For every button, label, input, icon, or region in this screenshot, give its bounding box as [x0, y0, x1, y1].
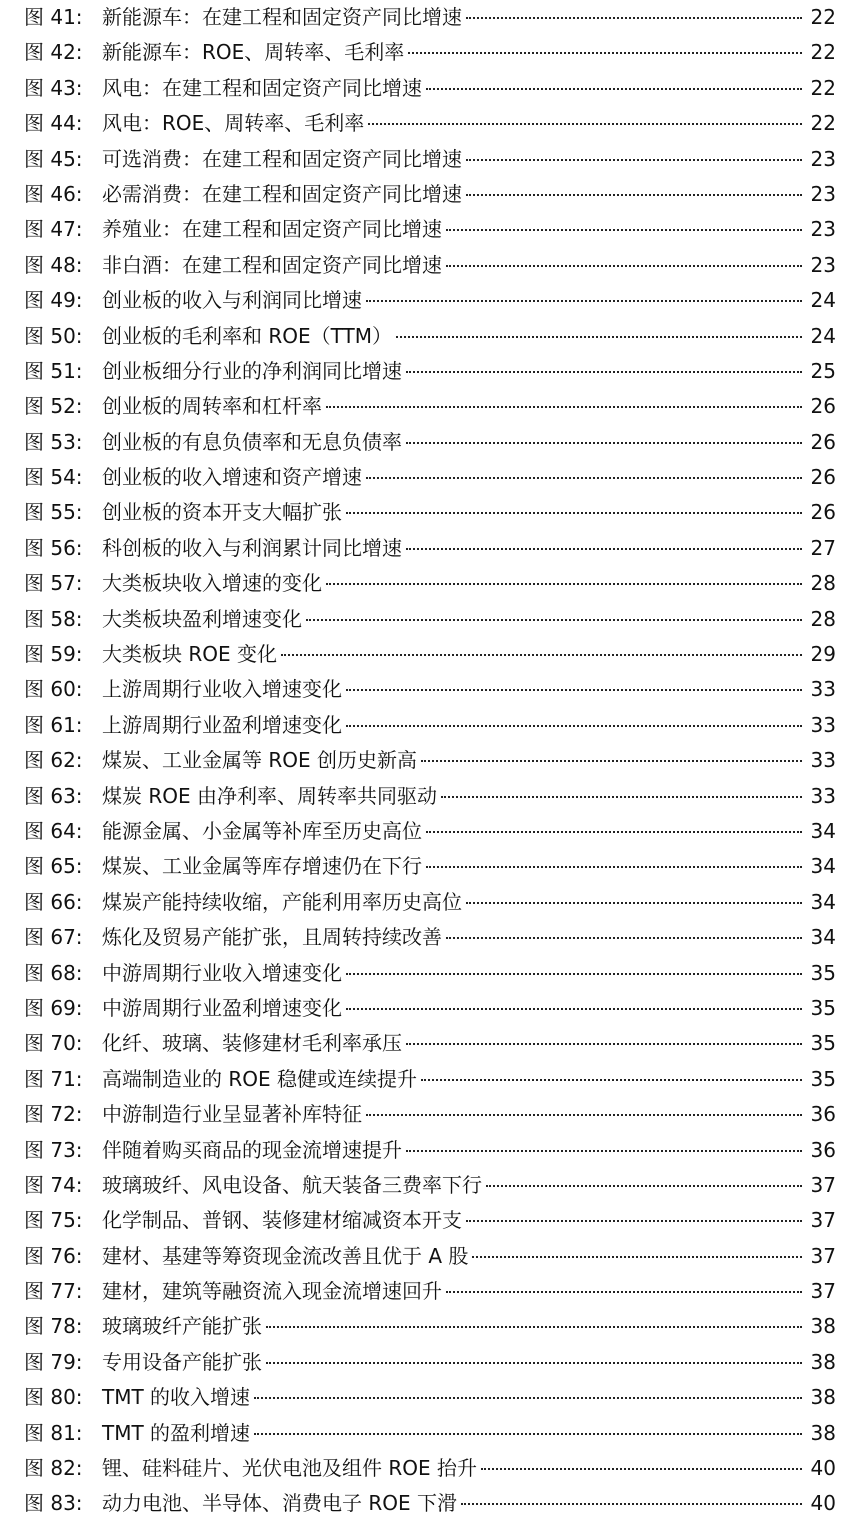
toc-entry[interactable] [0, 920, 864, 955]
dot-leader [426, 831, 802, 833]
dot-leader [466, 194, 802, 196]
page-number: 33 [810, 712, 836, 737]
page-number: 37 [810, 1243, 836, 1268]
dot-leader [446, 937, 802, 939]
toc-entry[interactable] [0, 1203, 864, 1238]
toc-entry[interactable] [0, 1274, 864, 1309]
figure-title: 科创板的收入与利润累计同比增速 [102, 535, 402, 560]
figure-number: 图 70: [24, 1031, 83, 1056]
page-number: 26 [810, 394, 836, 419]
dot-leader [406, 548, 802, 550]
figure-title: 非白酒：在建工程和固定资产同比增速 [102, 252, 442, 277]
toc-entry[interactable] [0, 637, 864, 672]
toc-entry[interactable] [0, 956, 864, 991]
figure-title: 专用设备产能扩张 [102, 1349, 262, 1374]
toc-entry[interactable] [0, 354, 864, 389]
figure-number: 图 51: [24, 358, 83, 383]
dot-leader [466, 1220, 802, 1222]
page-number: 33 [810, 748, 836, 773]
toc-entry[interactable] [0, 71, 864, 106]
dot-leader [461, 1503, 802, 1505]
figure-title: 创业板的收入增速和资产增速 [102, 465, 362, 490]
figure-number: 图 61: [24, 712, 83, 737]
figure-number: 图 52: [24, 394, 83, 419]
page-number: 26 [810, 429, 836, 454]
figure-number: 图 47: [24, 217, 83, 242]
toc-entry[interactable] [0, 177, 864, 212]
figure-title: 煤炭产能持续收缩，产能利用率历史高位 [102, 889, 462, 914]
toc-entry[interactable] [0, 1239, 864, 1274]
figure-number: 图 49: [24, 288, 83, 313]
figure-title: 化纤、玻璃、装修建材毛利率承压 [102, 1031, 402, 1056]
toc-entry[interactable] [0, 35, 864, 70]
dot-leader [406, 1150, 802, 1152]
figure-title: 必需消费：在建工程和固定资产同比增速 [102, 181, 462, 206]
toc-entry[interactable] [0, 106, 864, 141]
dot-leader [426, 88, 802, 90]
dot-leader [254, 1397, 802, 1399]
figure-title: 建材、基建等筹资现金流改善且优于 A 股 [102, 1243, 469, 1268]
page-number: 23 [810, 217, 836, 242]
figure-title: TMT 的盈利增速 [102, 1420, 251, 1445]
figure-title: 创业板细分行业的净利润同比增速 [102, 358, 402, 383]
figure-number: 图 76: [24, 1243, 83, 1268]
dot-leader [426, 866, 802, 868]
dot-leader [346, 725, 802, 727]
dot-leader [406, 371, 802, 373]
page-number: 35 [810, 960, 836, 985]
figure-number: 图 80: [24, 1385, 83, 1410]
page-number: 36 [810, 1137, 836, 1162]
page-number: 24 [810, 288, 836, 313]
toc-entry[interactable] [0, 602, 864, 637]
figure-number: 图 53: [24, 429, 83, 454]
figure-title: 上游周期行业收入增速变化 [102, 677, 342, 702]
page-number: 34 [810, 925, 836, 950]
dot-leader [366, 300, 802, 302]
dot-leader [366, 477, 802, 479]
figure-number: 图 62: [24, 748, 83, 773]
toc-entry[interactable] [0, 495, 864, 530]
page-number: 37 [810, 1279, 836, 1304]
toc-entry[interactable] [0, 1486, 864, 1521]
page-number: 35 [810, 1066, 836, 1091]
figure-number: 图 67: [24, 925, 83, 950]
dot-leader [408, 52, 802, 54]
toc-entry[interactable] [0, 319, 864, 354]
dot-leader [368, 123, 802, 125]
figure-number: 图 68: [24, 960, 83, 985]
figure-title: 化学制品、普钢、装修建材缩减资本开支 [102, 1208, 462, 1233]
figure-number: 图 44: [24, 111, 83, 136]
figure-number: 图 42: [24, 40, 83, 65]
toc-entry[interactable] [0, 1380, 864, 1415]
toc-entry[interactable] [0, 1133, 864, 1168]
toc-entry[interactable] [0, 566, 864, 601]
page-number: 33 [810, 783, 836, 808]
toc-entry[interactable] [0, 779, 864, 814]
toc-entry[interactable] [0, 1416, 864, 1451]
page-number: 37 [810, 1172, 836, 1197]
page-number: 37 [810, 1208, 836, 1233]
dot-leader [406, 442, 802, 444]
figure-number: 图 60: [24, 677, 83, 702]
toc-entry[interactable] [0, 248, 864, 283]
page-number: 28 [810, 606, 836, 631]
page-number: 22 [810, 5, 836, 29]
page-number: 40 [810, 1456, 836, 1481]
figure-number: 图 81: [24, 1420, 83, 1445]
toc-entry[interactable] [0, 531, 864, 566]
figure-number: 图 77: [24, 1279, 83, 1304]
dot-leader [346, 512, 802, 514]
figure-title: 伴随着购买商品的现金流增速提升 [102, 1137, 402, 1162]
figure-title: 中游制造行业呈显著补库特征 [102, 1102, 362, 1127]
dot-leader [421, 760, 802, 762]
figure-number: 图 73: [24, 1137, 83, 1162]
dot-leader [396, 336, 802, 338]
page-number: 33 [810, 677, 836, 702]
figure-number: 图 50: [24, 323, 83, 348]
page-number: 23 [810, 146, 836, 171]
page-number: 40 [810, 1491, 836, 1516]
figure-number: 图 54: [24, 465, 83, 490]
figure-title: 能源金属、小金属等补库至历史高位 [102, 818, 422, 843]
page-number: 28 [810, 571, 836, 596]
page-number: 23 [810, 252, 836, 277]
page-number: 34 [810, 854, 836, 879]
figure-number: 图 45: [24, 146, 83, 171]
figure-number: 图 59: [24, 642, 83, 667]
figure-number: 图 43: [24, 75, 83, 100]
dot-leader [266, 1326, 802, 1328]
dot-leader [466, 902, 802, 904]
figure-title: 风电：在建工程和固定资产同比增速 [102, 75, 422, 100]
figure-number: 图 69: [24, 995, 83, 1020]
figure-number: 图 75: [24, 1208, 83, 1233]
figure-number: 图 74: [24, 1172, 83, 1197]
figure-title: 锂、硅料硅片、光伏电池及组件 ROE 抬升 [102, 1456, 477, 1481]
dot-leader [281, 654, 802, 656]
dot-leader [346, 973, 802, 975]
toc-entry[interactable] [0, 425, 864, 460]
figure-title: 中游周期行业收入增速变化 [102, 960, 342, 985]
figure-title: 玻璃玻纤、风电设备、航天装备三费率下行 [102, 1172, 482, 1197]
page-number: 23 [810, 181, 836, 206]
dot-leader [326, 583, 802, 585]
page-number: 38 [810, 1314, 836, 1339]
figure-title: 上游周期行业盈利增速变化 [102, 712, 342, 737]
toc-entry[interactable] [0, 142, 864, 177]
toc-entry[interactable] [0, 389, 864, 424]
toc-entry[interactable] [0, 212, 864, 247]
page-number: 38 [810, 1420, 836, 1445]
figure-number: 图 65: [24, 854, 83, 879]
dot-leader [446, 229, 802, 231]
page-number: 22 [810, 40, 836, 65]
figure-number: 图 46: [24, 181, 83, 206]
figure-title: TMT 的收入增速 [102, 1385, 251, 1410]
toc-entry[interactable] [0, 708, 864, 743]
page-number: 36 [810, 1102, 836, 1127]
figure-number: 图 63: [24, 783, 83, 808]
figure-title: 炼化及贸易产能扩张，且周转持续改善 [102, 925, 442, 950]
toc-entry[interactable] [0, 460, 864, 495]
page-number: 26 [810, 500, 836, 525]
figure-title: 养殖业：在建工程和固定资产同比增速 [102, 217, 442, 242]
figure-title: 创业板的毛利率和 ROE（TTM） [102, 323, 392, 348]
figure-number: 图 82: [24, 1456, 83, 1481]
dot-leader [254, 1433, 802, 1435]
figure-number: 图 55: [24, 500, 83, 525]
figure-number: 图 66: [24, 889, 83, 914]
figure-title: 玻璃玻纤产能扩张 [102, 1314, 262, 1339]
dot-leader [306, 619, 802, 621]
dot-leader [421, 1079, 802, 1081]
figure-number: 图 56: [24, 535, 83, 560]
figure-title: 创业板的有息负债率和无息负债率 [102, 429, 402, 454]
toc-entry[interactable] [0, 1451, 864, 1486]
figure-title: 煤炭、工业金属等库存增速仍在下行 [102, 854, 422, 879]
toc-entry[interactable] [0, 1026, 864, 1061]
figure-number: 图 64: [24, 818, 83, 843]
page-number: 24 [810, 323, 836, 348]
toc-entry[interactable] [0, 1062, 864, 1097]
toc-entry[interactable] [0, 743, 864, 778]
toc-entry[interactable] [0, 1345, 864, 1380]
dot-leader [481, 1468, 802, 1470]
page-number: 22 [810, 111, 836, 136]
figure-title: 煤炭 ROE 由净利率、周转率共同驱动 [102, 783, 437, 808]
figure-number: 图 48: [24, 252, 83, 277]
figure-number: 图 71: [24, 1066, 83, 1091]
figure-title: 高端制造业的 ROE 稳健或连续提升 [102, 1066, 417, 1091]
dot-leader [472, 1256, 802, 1258]
toc-entry[interactable] [0, 991, 864, 1026]
figure-title: 创业板的周转率和杠杆率 [102, 394, 322, 419]
page-number: 35 [810, 1031, 836, 1056]
dot-leader [486, 1185, 802, 1187]
figure-title: 大类板块 ROE 变化 [102, 642, 277, 667]
figure-title: 创业板的资本开支大幅扩张 [102, 500, 342, 525]
dot-leader [446, 265, 802, 267]
toc-entry[interactable] [0, 1309, 864, 1344]
figure-title: 动力电池、半导体、消费电子 ROE 下滑 [102, 1491, 457, 1516]
page-number: 29 [810, 642, 836, 667]
figure-title: 可选消费：在建工程和固定资产同比增速 [102, 146, 462, 171]
figure-number: 图 79: [24, 1349, 83, 1374]
figure-title: 创业板的收入与利润同比增速 [102, 288, 362, 313]
toc-entry[interactable] [0, 672, 864, 707]
figure-number: 图 83: [24, 1491, 83, 1516]
dot-leader [266, 1362, 802, 1364]
page-number: 35 [810, 995, 836, 1020]
figure-title: 大类板块盈利增速变化 [102, 606, 302, 631]
toc-entry[interactable] [0, 814, 864, 849]
figure-title: 风电：ROE、周转率、毛利率 [102, 111, 365, 136]
dot-leader [466, 159, 802, 161]
toc-entry[interactable] [0, 1097, 864, 1132]
page-number: 34 [810, 818, 836, 843]
figure-number: 图 78: [24, 1314, 83, 1339]
figure-title: 新能源车：在建工程和固定资产同比增速 [102, 5, 462, 29]
figure-title: 中游周期行业盈利增速变化 [102, 995, 342, 1020]
figure-number: 图 58: [24, 606, 83, 631]
page-number: 25 [810, 358, 836, 383]
figure-number: 图 57: [24, 571, 83, 596]
figure-title: 建材，建筑等融资流入现金流增速回升 [102, 1279, 442, 1304]
dot-leader [326, 406, 802, 408]
page-number: 34 [810, 889, 836, 914]
dot-leader [441, 796, 802, 798]
figure-title: 大类板块收入增速的变化 [102, 571, 322, 596]
dot-leader [346, 689, 802, 691]
toc-entry[interactable] [0, 0, 864, 35]
dot-leader [346, 1008, 802, 1010]
page-number: 22 [810, 75, 836, 100]
dot-leader [446, 1291, 802, 1293]
dot-leader [366, 1114, 802, 1116]
page-number: 38 [810, 1385, 836, 1410]
figure-title: 煤炭、工业金属等 ROE 创历史新高 [102, 748, 417, 773]
figure-title: 新能源车：ROE、周转率、毛利率 [102, 40, 405, 65]
toc-entry[interactable] [0, 1168, 864, 1203]
figure-number: 图 72: [24, 1102, 83, 1127]
dot-leader [466, 17, 802, 19]
toc-entry[interactable] [0, 885, 864, 920]
toc-entry[interactable] [0, 849, 864, 884]
page-number: 38 [810, 1349, 836, 1374]
figure-number: 图 41: [24, 5, 83, 29]
toc-entry[interactable] [0, 283, 864, 318]
page-number: 26 [810, 465, 836, 490]
page-number: 27 [810, 535, 836, 560]
dot-leader [406, 1043, 802, 1045]
